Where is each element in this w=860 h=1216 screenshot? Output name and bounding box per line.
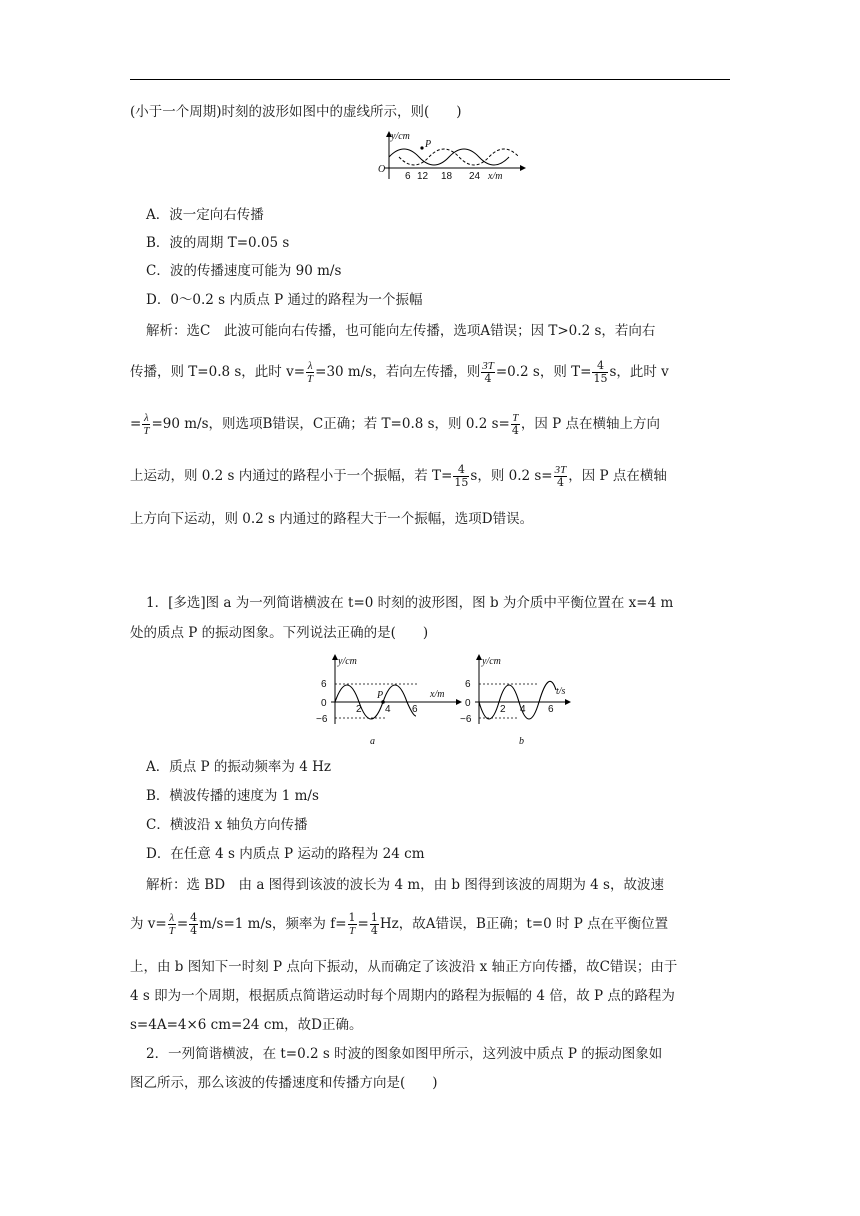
q0-fig-origin: O bbox=[378, 164, 386, 175]
q0-option-a: A．波一定向右传播 bbox=[146, 207, 264, 223]
q1-option-d: D．在任意 4 s 内质点 P 运动的路程为 24 cm bbox=[146, 846, 425, 862]
q0-stem: (小于一个周期)时刻的波形如图中的虚线所示，则( ) bbox=[130, 104, 462, 120]
q1-figure-b bbox=[457, 654, 577, 749]
q1-option-b: B．横波传播的速度为 1 m/s bbox=[146, 788, 319, 804]
q0-wave-figure bbox=[377, 131, 527, 181]
q1-line-1: 1．[多选]图 a 为一列简谐横波在 t=0 时刻的波形图，图 b 为介质中平衡位置在 x=4 m bbox=[146, 595, 674, 611]
ans1-line-3: 上，由 b 图知下一时刻 P 点向下振动，从而确定了该波沿 x 轴正方向传播，故C错误；由于 bbox=[130, 959, 678, 975]
q0-fig-ylabel: y/cm bbox=[391, 131, 410, 142]
q1-fig-b-xtick: 2 bbox=[500, 704, 506, 715]
q1-fig-a-ytick: 6 bbox=[321, 679, 327, 690]
q1-fig-b-ytick: 6 bbox=[465, 679, 471, 690]
fraction: $\frac{4}{15}$ bbox=[454, 463, 469, 489]
fraction: $\frac{3T}{4}$ bbox=[554, 464, 567, 489]
q0-fig-xlabel: x/m bbox=[488, 171, 503, 182]
q0-fig-point-label: P bbox=[425, 139, 432, 150]
q0-option-b: B．波的周期 T=0.05 s bbox=[146, 235, 290, 251]
fraction: $\frac{\lambda}{T}$ bbox=[143, 412, 150, 437]
fraction: $\frac{\lambda}{T}$ bbox=[168, 912, 175, 937]
q1-fig-b-ylabel: y/cm bbox=[482, 656, 501, 667]
q0-option-c: C．波的传播速度可能为 90 m/s bbox=[146, 263, 342, 279]
q1-line-2: 处的质点 P 的振动图象。下列说法正确的是( ) bbox=[130, 625, 429, 641]
ans1-line-1: 解析：选 BD 由 a 图得到该波的波长为 4 m，由 b 图得到该波的周期为 4 s，故波速 bbox=[146, 877, 664, 893]
q0-fig-tick: 18 bbox=[441, 171, 453, 182]
ans0-line-4: 上运动，则 0.2 s 内通过的路程小于一个振幅，若 T= $\frac{4}{15}$ s，则 0.2 s= $\frac{3T}{4}$ ，因 P 点在横轴 bbox=[130, 463, 667, 489]
q1-fig-a-xtick: 2 bbox=[356, 704, 362, 715]
q1-fig-a-caption: a bbox=[370, 736, 375, 747]
fraction: $\frac{\lambda}{T}$ bbox=[307, 360, 314, 385]
ans1-line-5: s=4A=4×6 cm=24 cm，故D正确。 bbox=[130, 1017, 363, 1033]
ans1-line-4: 4 s 即为一个周期，根据质点简谐运动时每个周期内的路程为振幅的 4 倍，故 P 点的路程为 bbox=[130, 988, 675, 1004]
q1-fig-a-ylabel: y/cm bbox=[338, 656, 357, 667]
q1-fig-b-ytick: 0 bbox=[465, 698, 471, 709]
q2-line-1: 2．一列简谐横波，在 t=0.2 s 时波的图象如图甲所示，这列波中质点 P 的振动图象如 bbox=[146, 1046, 663, 1062]
ans0-line-2: 传播，则 T=0.8 s，此时 v= $\frac{\lambda}{T}$ =30 m/s，若向左传播，则 $\frac{3T}{4}$ =0.2 s，则 T= $\frac{4}{15}$ s，此时 v bbox=[130, 359, 669, 385]
q1-fig-b-xtick: 4 bbox=[520, 704, 526, 715]
q1-fig-a-ytick: 0 bbox=[321, 698, 327, 709]
ans0-line-5: 上方向下运动，则 0.2 s 内通过的路程大于一个振幅，选项D错误。 bbox=[130, 511, 534, 527]
q2-line-2: 图乙所示，那么该波的传播速度和传播方向是( ) bbox=[130, 1075, 438, 1091]
q1-fig-b-xtick: 6 bbox=[548, 704, 554, 715]
header-rule bbox=[130, 79, 730, 80]
fraction: $\frac{4}{15}$ bbox=[593, 359, 608, 385]
q1-fig-b-caption: b bbox=[519, 736, 524, 747]
fraction: $\frac{4}{4}$ bbox=[190, 911, 198, 937]
fraction: $\frac{T}{4}$ bbox=[511, 412, 519, 437]
q1-fig-a-xlabel: x/m bbox=[430, 689, 445, 700]
q1-fig-a-xtick: 6 bbox=[412, 704, 418, 715]
q1-figure-a bbox=[313, 654, 473, 749]
q1-option-c: C．横波沿 x 轴负方向传播 bbox=[146, 817, 308, 833]
ans0-line-3: = $\frac{\lambda}{T}$ =90 m/s，则选项B错误，C正确；若 T=0.8 s，则 0.2 s= $\frac{T}{4}$ ，因 P 点在横轴上方向 bbox=[130, 412, 661, 437]
q1-fig-a-point: P bbox=[377, 690, 384, 701]
fraction: $\frac{1}{4}$ bbox=[370, 911, 378, 937]
q1-fig-a-xtick: 4 bbox=[385, 704, 391, 715]
q1-fig-b-xlabel: t/s bbox=[556, 686, 566, 697]
q1-fig-b-ytick: −6 bbox=[460, 714, 472, 725]
q1-option-a: A．质点 P 的振动频率为 4 Hz bbox=[146, 759, 331, 775]
q0-fig-tick: 24 bbox=[469, 171, 481, 182]
q0-fig-tick: 6 bbox=[405, 171, 411, 182]
q0-option-d: D．0～0.2 s 内质点 P 通过的路程为一个振幅 bbox=[146, 292, 423, 308]
fraction: $\frac{1}{T}$ bbox=[348, 911, 356, 937]
q0-fig-tick: 12 bbox=[417, 171, 429, 182]
q1-fig-a-ytick: −6 bbox=[316, 714, 328, 725]
ans0-line-1: 解析：选C 此波可能向右传播，也可能向左传播，选项A错误；因 T>0.2 s，若向右 bbox=[146, 323, 656, 339]
ans1-line-2: 为 v= $\frac{\lambda}{T}$ = $\frac{4}{4}$ m/s=1 m/s，频率为 f= $\frac{1}{T}$ = $\frac{1}{4}$ Hz，故A错误，B正确；t=0 时 P 点在平衡位置 bbox=[130, 911, 669, 937]
fraction: $\frac{3T}{4}$ bbox=[482, 360, 494, 385]
